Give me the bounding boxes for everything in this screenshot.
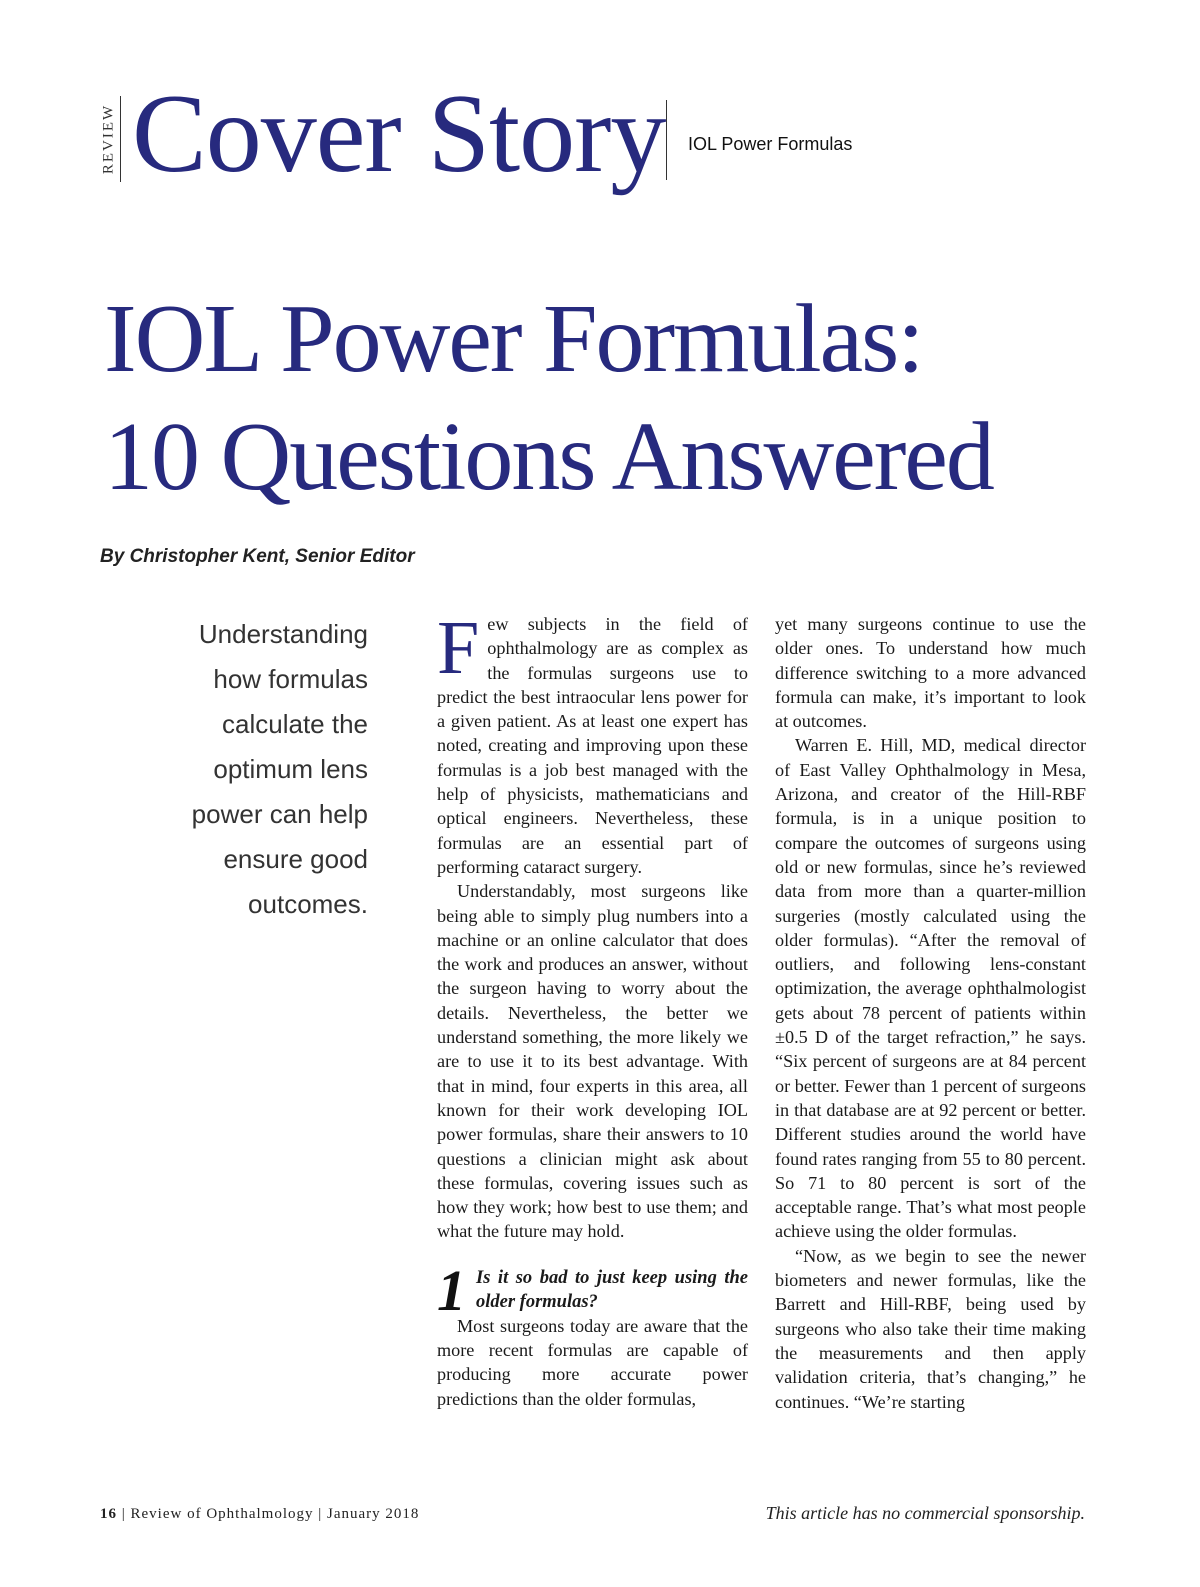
body-paragraph: Understandably, most surgeons like being able to simply plug numbers into a machine or an online calculator that does the work and produces an answer, without the surgeon having to worry about the details. Nevertheless, the better we understand something, the more likely we are to use it to its best advantage. With that in mind, four experts in this area, all known for their work developing IOL power formulas, share their answers to 10 questions a clinician might ask about these formulas, covering issues such as how they work; how best to use them; and what the future may hold.	[437, 881, 748, 1242]
review-label: REVIEW	[98, 96, 121, 182]
body-paragraph: “Now, as we begin to see the newer biometers and newer formulas, like the Barrett and Hill-RBF, being used by surgeons who also take their time making the measurements and then apply validation criteria, that’s changing,” he continues. “We’re starting	[775, 1245, 1086, 1412]
article-title	[104, 280, 1124, 516]
section-title: Cover Story	[132, 72, 666, 196]
pull-quote-line: calculate the	[222, 709, 368, 739]
body-column-2	[775, 612, 1086, 1414]
header-divider	[666, 100, 667, 180]
pull-quote-line: Understanding	[198, 619, 368, 649]
footer-separator: |	[121, 1506, 126, 1522]
body-paragraph: yet many surgeons continue to use the older ones. To understand how much difference switching to a more advanced formula can make, it’s important to look at outcomes.	[775, 614, 1086, 732]
title-line-1: IOL Power Formulas:	[104, 285, 923, 393]
header-topic: IOL Power Formulas	[688, 134, 853, 154]
page-number: 16	[100, 1506, 117, 1522]
drop-cap: F	[437, 606, 480, 690]
pull-quote-line: optimum lens	[213, 754, 368, 784]
pull-quote-line: how formulas	[213, 664, 368, 694]
pull-quote-line: outcomes.	[248, 889, 368, 919]
body-paragraph: Few subjects in the field of ophthalmology are as complex as the formulas surgeons use to predict the best intraocular lens power for a given patient. As at least one expert has noted, creating and improving upon these formulas is a job best managed with the help of physicists, mathematicians and optical engineers. Nevertheless, these formulas are an essential part of performing cataract surgery.	[437, 606, 748, 877]
question-text: Is it so bad to just keep using the older formulas?	[476, 1267, 748, 1312]
body-paragraph: Warren E. Hill, MD, medical director of East Valley Ophthalmology in Mesa, Arizona, and creator of the Hill-RBF formula, is in a unique position to compare the outcomes of surgeons using old or new formulas, since he’s reviewed data from more than a quarter-million surgeries (mostly calculated using the older formulas). “After the removal of outliers, and following lens-constant optimization, the average ophthalmologist gets about 78 percent of patients within ±0.5 D of the target refraction,” he says. “Six percent of surgeons are at 84 percent or better. Fewer than 1 percent of surgeons in that database are at 92 percent or better. Different studies around the world have found rates ranging from 55 to 80 percent. So 71 to 80 percent is sort of the acceptable range. That’s what most people achieve using the older formulas.	[775, 735, 1086, 1242]
pull-quote-line: power can help	[191, 799, 368, 829]
byline: By Christopher Kent, Senior Editor	[100, 546, 415, 567]
page-footer	[100, 1506, 419, 1523]
question-number: 1	[437, 1265, 466, 1314]
pull-quote	[150, 612, 368, 927]
pull-quote-line: ensure good	[223, 844, 368, 874]
body-paragraph: Most surgeons today are aware that the more recent formulas are capable of producing more accurate power predictions than the older formulas,	[437, 1315, 748, 1409]
issue-date: January 2018	[327, 1506, 420, 1522]
title-line-2: 10 Questions Answered	[104, 403, 993, 511]
body-column-1	[437, 606, 748, 1411]
publication-name: Review of Ophthalmology	[130, 1506, 314, 1522]
question-heading	[437, 1266, 748, 1314]
footer-separator: |	[318, 1506, 323, 1522]
sponsorship-note: This article has no commercial sponsorship.	[765, 1503, 1085, 1523]
